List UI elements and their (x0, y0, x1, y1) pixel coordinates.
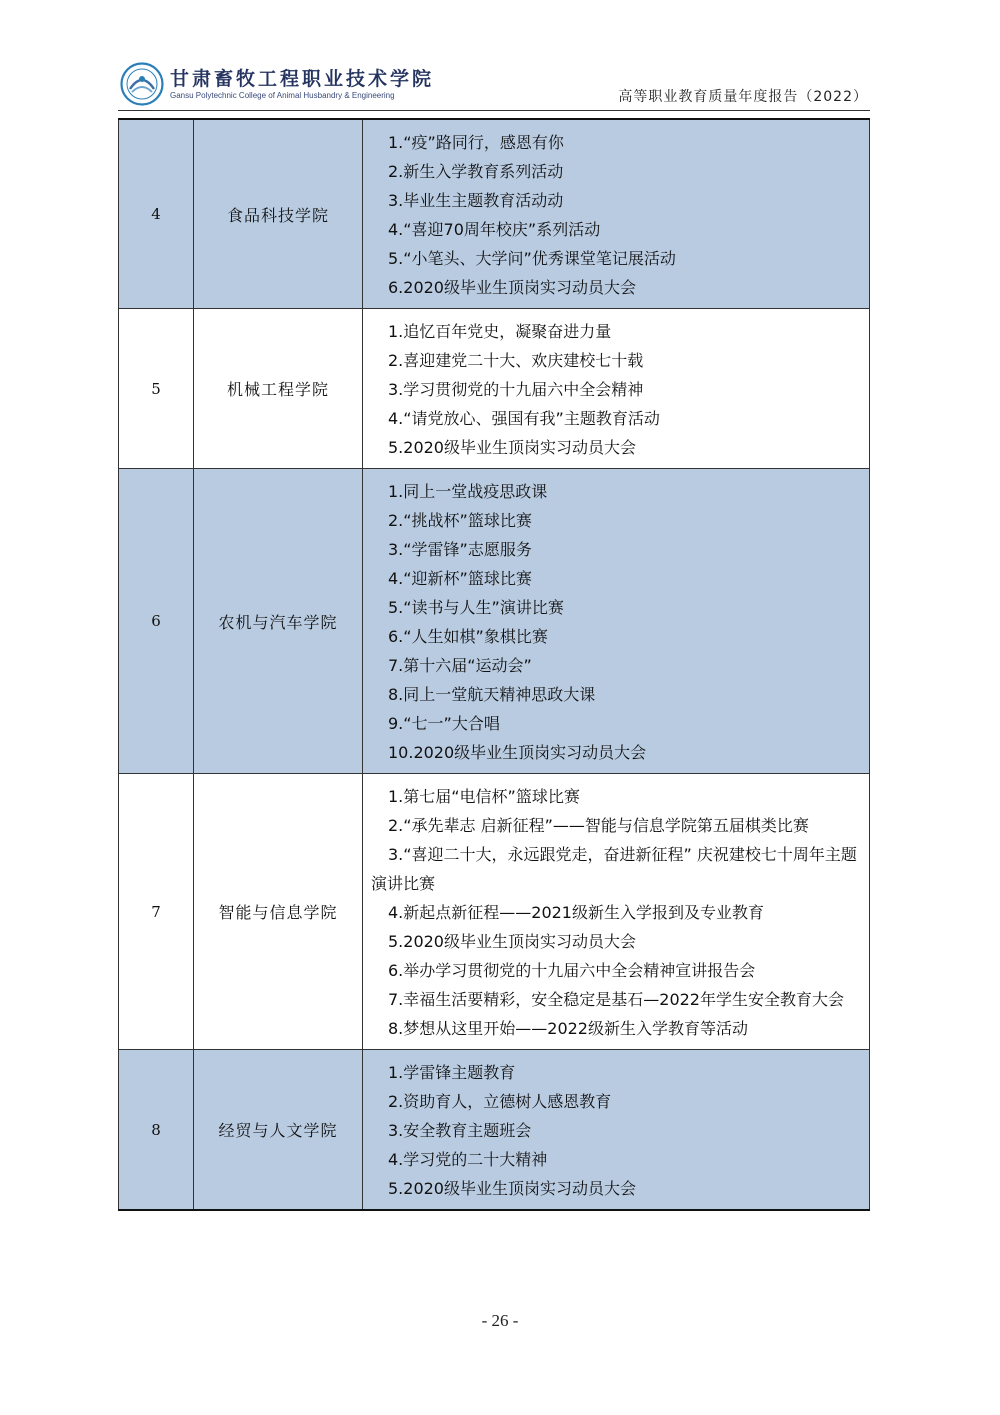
activity-item: 4.“请党放心、强国有我”主题教育活动 (388, 409, 660, 428)
activity-item: 4.“迎新杯”篮球比赛 (388, 569, 532, 588)
page-number: - 26 - (481, 1311, 519, 1330)
activity-list (363, 469, 870, 774)
row-number: 6 (119, 469, 194, 774)
activity-list (363, 774, 870, 1050)
activity-item: 2.喜迎建党二十大、欢庆建校七十载 (388, 351, 644, 370)
activity-item: 3.学习贯彻党的十九届六中全会精神 (388, 380, 644, 399)
table-row (119, 309, 870, 469)
college-name: 农机与汽车学院 (194, 469, 363, 774)
college-name: 食品科技学院 (194, 119, 363, 309)
activity-list (363, 119, 870, 309)
activity-item: 6.举办学习贯彻党的十九届六中全会精神宣讲报告会 (388, 961, 756, 980)
page-header (118, 56, 870, 112)
activity-item: 1.学雷锋主题教育 (388, 1063, 516, 1082)
activity-item: 7.幸福生活要精彩，安全稳定是基石—2022年学生安全教育大会 (388, 990, 844, 1009)
activity-item: 5.2020级毕业生顶岗实习动员大会 (388, 1179, 636, 1198)
activity-item: 1.“疫”路同行，感恩有你 (388, 133, 564, 152)
table-row (119, 1050, 870, 1211)
school-name-en: Gansu Polytechnic College of Animal Husbandry & Engineering (170, 91, 395, 100)
row-number: 5 (119, 309, 194, 469)
activity-item: 2.“承先辈志 启新征程”——智能与信息学院第五届棋类比赛 (388, 816, 809, 835)
activity-item: 5.2020级毕业生顶岗实习动员大会 (388, 438, 636, 457)
table-row (119, 774, 870, 1050)
activity-item: 1.追忆百年党史，凝聚奋进力量 (388, 322, 612, 341)
header-divider (118, 110, 870, 111)
activity-list (363, 1050, 870, 1211)
activity-item: 9.“七一”大合唱 (388, 714, 500, 733)
table-row (119, 469, 870, 774)
activity-item: 8.同上一堂航天精神思政大课 (388, 685, 596, 704)
activity-item: 6.2020级毕业生顶岗实习动员大会 (388, 278, 636, 297)
activity-item: 8.梦想从这里开始——2022级新生入学教育等活动 (388, 1019, 748, 1038)
school-name-cn: 甘肃畜牧工程职业技术学院 (170, 68, 435, 90)
activity-item: 1.同上一堂战疫思政课 (388, 482, 548, 501)
activity-item: 4.学习党的二十大精神 (388, 1150, 548, 1169)
activity-item: 3.“喜迎二十大，永远跟党走，奋进新征程” 庆祝建校七十周年主题演讲比赛 (371, 845, 857, 893)
table-row (119, 119, 870, 309)
report-title: 高等职业教育质量年度报告（2022） (618, 89, 868, 105)
activity-item: 3.“学雷锋”志愿服务 (388, 540, 532, 559)
activity-item: 5.2020级毕业生顶岗实习动员大会 (388, 932, 636, 951)
activity-item: 5.“读书与人生”演讲比赛 (388, 598, 564, 617)
activity-list (363, 309, 870, 469)
college-name: 经贸与人文学院 (194, 1050, 363, 1211)
row-number: 4 (119, 119, 194, 309)
activity-item: 4.“喜迎70周年校庆”系列活动 (388, 220, 601, 239)
activity-item: 7.第十六届“运动会” (388, 656, 532, 675)
activity-item: 3.安全教育主题班会 (388, 1121, 532, 1140)
activity-item: 2.新生入学教育系列活动 (388, 162, 564, 181)
activity-item: 3.毕业生主题教育活动动 (388, 191, 564, 210)
row-number: 8 (119, 1050, 194, 1211)
activity-item: 2.资助育人，立德树人感恩教育 (388, 1092, 612, 1111)
college-seal-icon (120, 62, 164, 106)
college-name: 机械工程学院 (194, 309, 363, 469)
activity-item: 4.新起点新征程——2021级新生入学报到及专业教育 (388, 903, 764, 922)
activity-item: 2.“挑战杯”篮球比赛 (388, 511, 532, 530)
activity-item: 1.第七届“电信杯”篮球比赛 (388, 787, 580, 806)
activity-item: 6.“人生如棋”象棋比赛 (388, 627, 548, 646)
activity-item: 10.2020级毕业生顶岗实习动员大会 (388, 743, 647, 762)
college-activities-table (118, 118, 870, 1211)
college-name: 智能与信息学院 (194, 774, 363, 1050)
college-logo (120, 62, 435, 108)
activity-item: 5.“小笔头、大学问”优秀课堂笔记展活动 (388, 249, 676, 268)
row-number: 7 (119, 774, 194, 1050)
